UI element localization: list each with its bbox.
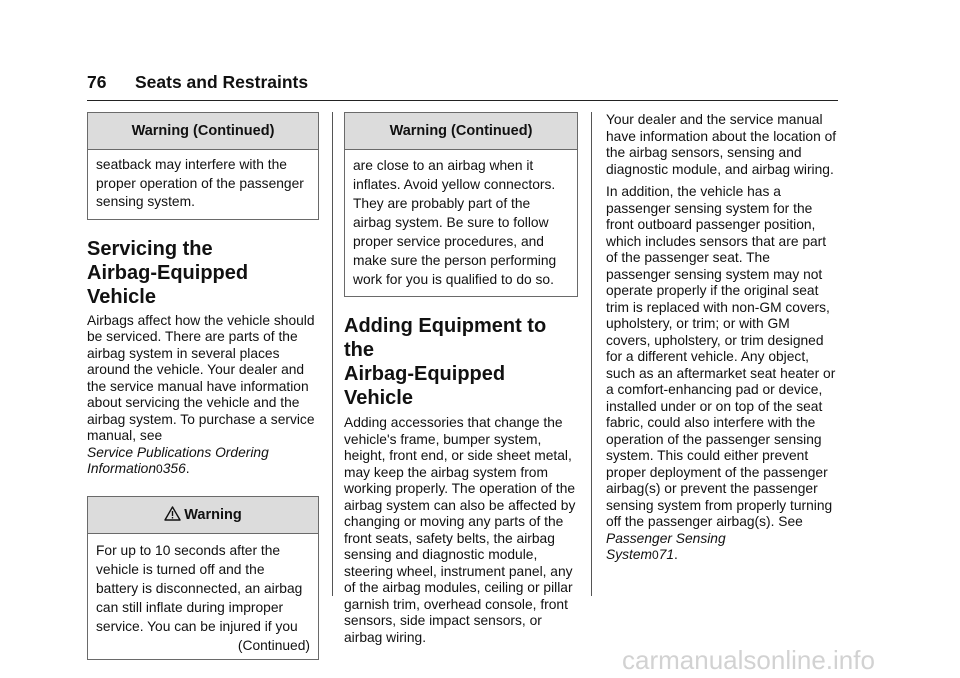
column-divider-1 <box>332 112 333 596</box>
section-heading-line1: Servicing the <box>87 237 213 260</box>
reference-page[interactable]: 71 <box>658 547 675 562</box>
warning-continued-text: seatback may interfere with the proper operation of the passenger sensing system. <box>96 157 304 209</box>
section-title: Seats and Restraints <box>135 72 309 92</box>
section-heading <box>344 314 578 410</box>
page-header <box>87 70 838 101</box>
warning-continued-text: are close to an airbag when it inflates. Avoid yellow connectors. They are probably part of the airbag system. Be sure to follow proper service procedures, and make sure the person performing work for you is qualified to do so. <box>353 158 557 287</box>
paragraph-text: Airbags affect how the vehicle should be serviced. There are parts of the airbag system in several places around the vehicle. Your dealer and the service manual have information about servicing the vehicle and the airbag system. To purchase a service manual, see <box>87 312 315 443</box>
column-1 <box>87 112 319 660</box>
column-3 <box>606 112 838 564</box>
warning-continued-box <box>344 112 578 297</box>
dealer-paragraph <box>606 112 838 178</box>
section-heading-line1: Adding Equipment to the <box>344 315 547 361</box>
warning-box <box>87 496 319 660</box>
warning-continued-title: Warning (Continued) <box>88 113 318 150</box>
paragraph-text-2: In addition, the vehicle has a passenger sensing system for the front outboard passenger position, which includes sensors that are part of the passenger seat. The passenger sensing system may not operate properly if the original seat trim is replaced with non-GM covers, upholstery, or trim; or with GM covers, upholstery, or trim designed for a different vehicle. Any object, such as an aftermarket seat heater or a comfort-enhancing pad or device, installed under or on top of the seat fabric, could also interfere with the operation of the passenger sensing system. This could either prevent proper deployment of the passenger airbag(s) or prevent the passenger sensing system from properly turning off the passenger airbag(s). See <box>606 184 836 529</box>
watermark: carmanualsonline.info <box>622 646 875 674</box>
paragraph-text-1: Your dealer and the service manual have information about the location of the airbag sensors, sensing and diagnostic module, and airbag wiring. <box>606 112 837 177</box>
warning-triangle-icon <box>164 506 181 521</box>
reference-link[interactable]: Service Publications Ordering Information <box>87 444 269 476</box>
section-heading-line2: Airbag-Equipped Vehicle <box>344 363 506 409</box>
passenger-sensing-paragraph <box>606 184 838 564</box>
reference-arrow-icon: 0 <box>652 548 659 562</box>
warning-continued-box <box>87 112 319 220</box>
warning-continued-label: (Continued) <box>237 637 310 653</box>
section-heading <box>87 237 319 309</box>
period: . <box>185 461 190 476</box>
page-number: 76 <box>87 72 107 92</box>
paragraph-text: Adding accessories that change the vehicle's frame, bumper system, height, front end, or side sheet metal, may keep the airbag system from working properly. The operation of the airbag system can also be affected by changing or moving any parts of the front seats, safety belts, the airbag sensing and diagnostic module, steering wheel, instrument panel, any of the airbag modules, ceiling or pillar garnish trim, overhead console, front sensors, side impact sensors, or airbag wiring. <box>344 415 576 645</box>
adding-equipment-paragraph <box>344 415 578 646</box>
reference-link[interactable]: Passenger Sensing System <box>606 530 726 562</box>
warning-header <box>88 497 318 534</box>
warning-title: Warning <box>184 506 242 523</box>
reference-arrow-icon: 0 <box>156 462 163 476</box>
warning-continued-title: Warning (Continued) <box>345 113 577 150</box>
column-2 <box>344 112 578 646</box>
warning-text: For up to 10 seconds after the vehicle is turned off and the battery is disconnected, an airbag can still inflate during improper service. You can be injured if you <box>96 542 303 634</box>
column-divider-2 <box>591 112 592 596</box>
reference-page[interactable]: 356 <box>162 461 186 476</box>
section-heading-line2: Airbag-Equipped Vehicle <box>87 261 249 308</box>
period: . <box>674 547 678 562</box>
servicing-paragraph <box>87 313 319 478</box>
